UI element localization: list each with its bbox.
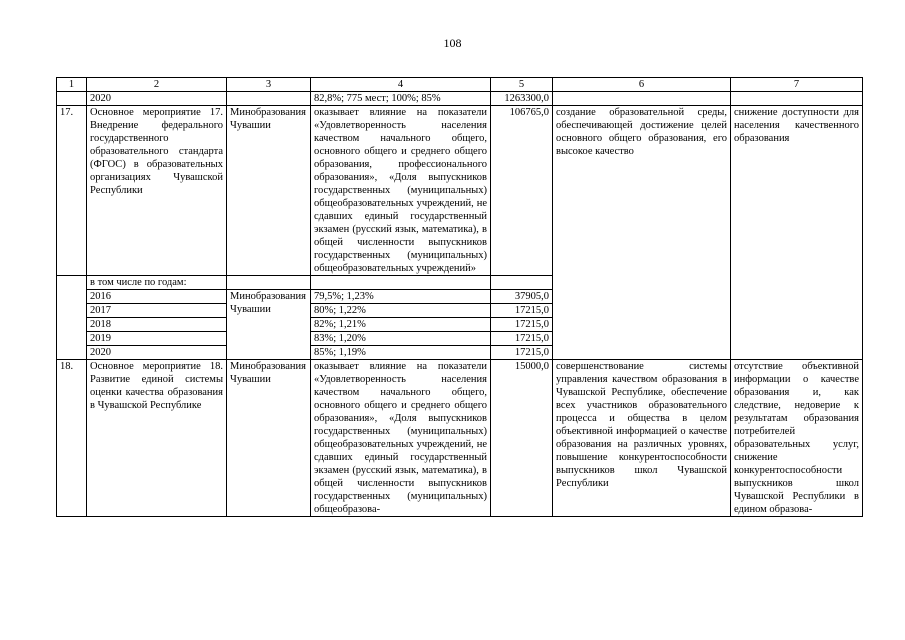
table-row-18 [57,360,863,517]
row-number: 18. [57,360,87,517]
amount-cell: 37905,0 [491,290,553,304]
col-number: 7 [731,78,863,92]
table-row [57,92,863,106]
year-cell: 2016 [87,290,227,304]
col-number: 6 [553,78,731,92]
indicator-cell: 82%; 1,21% [311,318,491,332]
indicator-cell: 83%; 1,20% [311,332,491,346]
result-cell: совершенствование системы управления качеством образования в Чувашской Республике, обеспечение всех участников образовательного процесса и общества в целом объективной информацией о качестве образования на различных уровнях, повышение конкурентоспособности выпускников школ Чувашской Республики [553,360,731,517]
indicator-cell: 85%; 1,19% [311,346,491,360]
indicator-cell: 82,8%; 775 мест; 100%; 85% [311,92,491,106]
executor-cell: Минобразования Чувашии [227,290,311,360]
year-cell: 2017 [87,304,227,318]
measure-name: Основное мероприятие 18. Развитие единой системы оценки качества образования в Чувашской Республике [87,360,227,517]
executor-cell: Минобразования Чувашии [227,360,311,517]
indicator-cell: 79,5%; 1,23% [311,290,491,304]
amount-cell: 15000,0 [491,360,553,517]
amount-cell: 106765,0 [491,106,553,276]
col-number: 5 [491,78,553,92]
page-number: 108 [443,36,462,50]
risk-cell: отсутствие объективной информации о качестве образования и, как следствие, недоверие к результатам образования потребителей образовательных услуг, снижение конкурентоспособности выпускников школ Чувашской Республики в едином образова- [731,360,863,517]
col-number: 3 [227,78,311,92]
result-cell: создание образовательной среды, обеспечивающей достижение целей основного общего образования, его высокое качество [553,106,731,360]
executor-cell: Минобразования Чувашии [227,106,311,276]
year-cell: 2020 [87,346,227,360]
amount-cell: 17215,0 [491,318,553,332]
col-number: 1 [57,78,87,92]
indicator-cell: оказывает влияние на показатели «Удовлетворенность населения качеством начального общего, основного общего и среднего общего образования, профессионального образования», «Доля выпускников государственных (муниципальных) общеобразовательных учреждений, не сдавших единый государственный экзамен (русский язык, математика), в общей численности выпускников государственных (муниципальных) общеобразовательных учреждений» [311,106,491,276]
year-cell: 2018 [87,318,227,332]
col-number: 4 [311,78,491,92]
measure-name: Основное мероприятие 17. Внедрение федерального государственного образовательного стандарта (ФГОС) в образовательных организациях Чувашской Республики [87,106,227,276]
amount-cell: 17215,0 [491,346,553,360]
amount-cell: 1263300,0 [491,92,553,106]
indicator-cell: оказывает влияние на показатели «Удовлетворенность населения качеством начального общего, основного общего и среднего общего образования», «Доля выпускников государственных (муниципальных) общеобразовательных учреждений, не сдавших единый государственный экзамен (русский язык, математика), в общей численности выпускников государственных (муниципальных) общеобразова- [311,360,491,517]
col-number: 2 [87,78,227,92]
amount-cell: 17215,0 [491,304,553,318]
program-table [56,77,863,517]
risk-cell: снижение доступности для населения качественного образования [731,106,863,360]
row-number: 17. [57,106,87,276]
year-cell: 2020 [87,92,227,106]
column-numbers-row [57,78,863,92]
table-row-17 [57,106,863,276]
year-cell: 2019 [87,332,227,346]
indicator-cell: 80%; 1,22% [311,304,491,318]
amount-cell: 17215,0 [491,332,553,346]
by-years-label: в том числе по годам: [87,276,227,290]
